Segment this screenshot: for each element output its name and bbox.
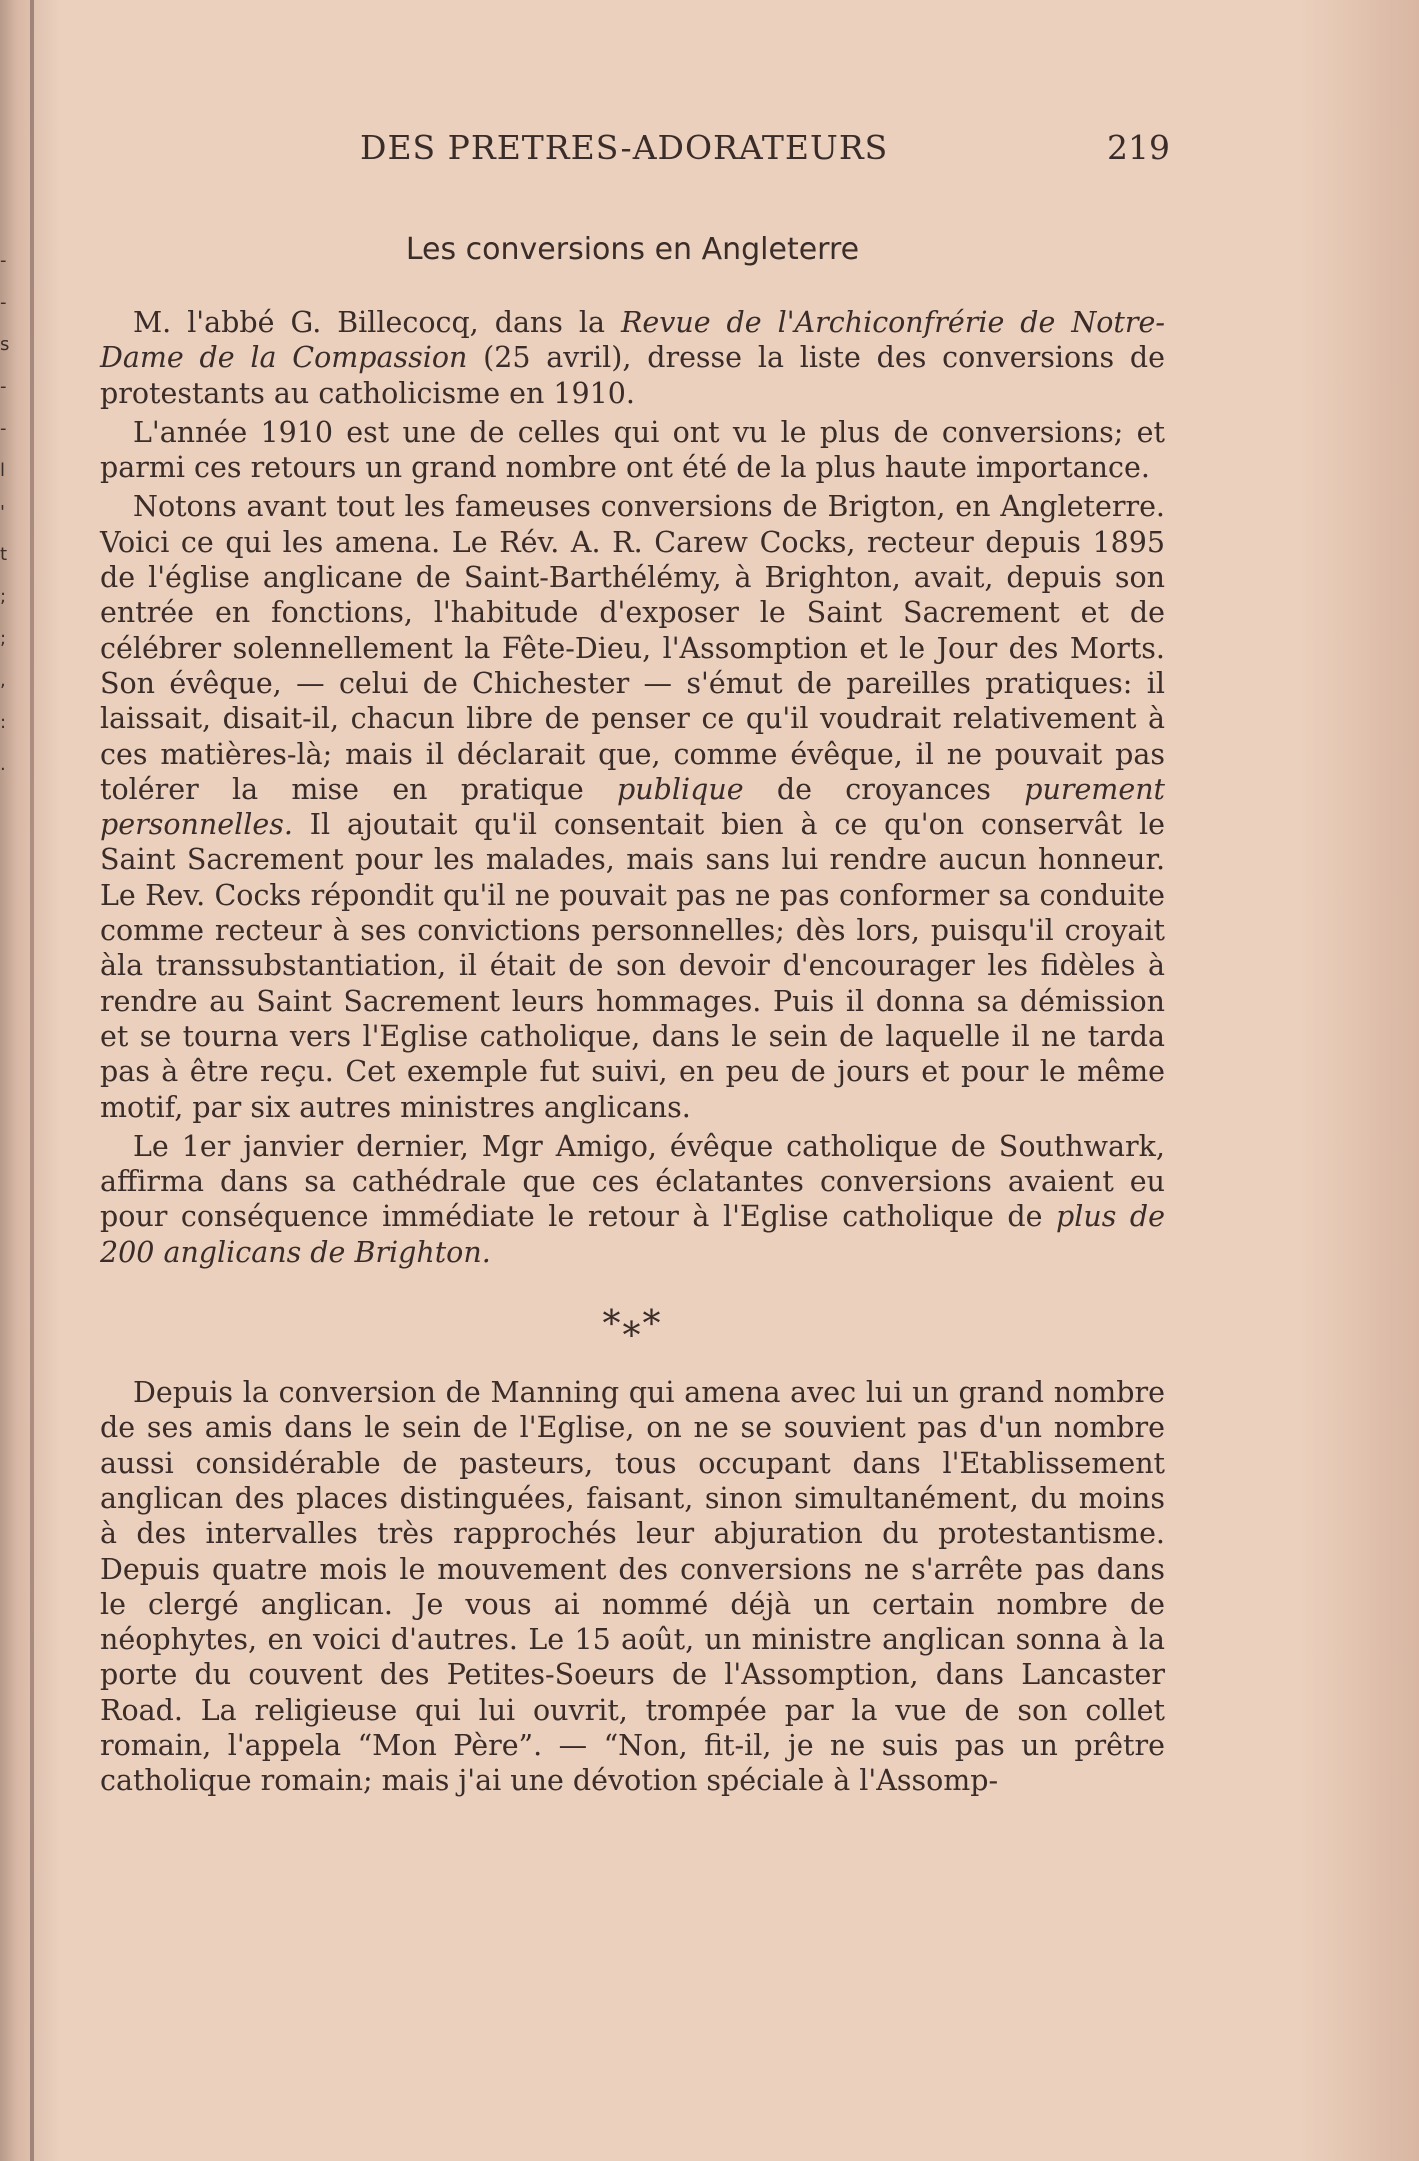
text-run: Notons avant tout les fameuses conversions de Brigton, en Angleterre. Voici ce qui les amena. Le Rév. A. R. Carew Cocks, recteur depuis 1895 de l'église anglicane de Saint-Barthélémy, à Brighton, avait, depuis son entrée en fonctions, l'habitude d'exposer le Saint Sacrement et de célébrer solennellement la Fête-Dieu, l'Assomption et le Jour des Morts. Son évêque, — celui de Chichester — s'émut de pareilles pratiques: il laissait, disait-il, chacun libre de penser ce qu'il voudrait relativement à ces matières-là; mais il déclarait que, comme évêque, il ne pouvait pas tolérer la mise en pratique xyxy=(100,490,1165,806)
running-title: DES PRETRES-ADORATEURS xyxy=(360,128,889,167)
text-run: Il ajoutait qu'il consentait bien à ce qu'on conservât le Saint Sacrement pour les malades, mais sans lui rendre aucun honneur. Le Rev. Cocks répondit qu'il ne pouvait pas ne pas conformer sa conduite comme recteur à ses convictions personnelles; dès lors, puisqu'il croyait àla transsubstantiation, il était de son devoir d'encourager les fidèles à rendre au Saint Sacrement leurs hommages. Puis il donna sa démission et se tourna vers l'Eglise catholique, dans le sein de laquelle il ne tarda pas à être reçu. Cet exemple fut suivi, en peu de jours et pour le même motif, par six autres ministres anglicans. xyxy=(100,808,1165,1124)
italic-run: publique xyxy=(617,772,744,806)
main-text xyxy=(100,232,1165,1799)
paragraph-2: L'année 1910 est une de celles qui ont vu le plus de conversions; et parmi ces retours un grand nombre ont été de la plus haute importance. xyxy=(100,415,1165,485)
paragraph-4 xyxy=(100,1129,1165,1270)
margin-mark: . xyxy=(0,754,6,775)
section-separator-asterisks: *⁎* xyxy=(602,1304,663,1346)
margin-mark: t xyxy=(0,544,8,565)
italic-run: Revue de l'Archiconfrérie de Notre-Dame de la Compassion xyxy=(100,306,1165,375)
paragraph-5: Depuis la conversion de Manning qui amena avec lui un grand nombre de ses amis dans le sein de l'Eglise, on ne se souvient pas d'un nombre aussi considérable de pasteurs, tous occupant dans l'Etablissement anglican des places distinguées, faisant, sinon simultanément, du moins à des intervalles très rapprochés leur abjuration du protestantisme. Depuis quatre mois le mouvement des conversions ne s'arrête pas dans le clergé anglican. Je vous ai nommé déjà un certain nombre de néophytes, en voici d'autres. Le 15 août, un ministre anglican sonna à la porte du couvent des Petites-Soeurs de l'Assomption, dans Lancaster Road. La religieuse qui lui ouvrit, trompée par la vue de son collet romain, l'appela “Mon Père”. — “Non, fit-il, je ne suis pas un prêtre catholique romain; mais j'ai une dévotion spéciale à l'Assomp- xyxy=(100,1376,1165,1798)
margin-mark: l xyxy=(0,460,6,481)
text-run: Le 1er janvier dernier, Mgr Amigo, évêque catholique de Southwark, affirma dans sa cathédrale que ces éclatantes conversions avaient eu pour conséquence immédiate le retour à l'Eglise catholique de xyxy=(100,1129,1165,1234)
margin-mark: - xyxy=(0,376,7,397)
paragraph-3 xyxy=(100,489,1165,1124)
binding-gutter xyxy=(30,0,34,2161)
margin-mark: ; xyxy=(0,586,7,607)
left-margin-marks xyxy=(0,250,20,796)
margin-mark: - xyxy=(0,250,7,271)
margin-mark: , xyxy=(0,670,6,691)
italic-run: plus de 200 anglicans de Brighton. xyxy=(100,1200,1165,1269)
paragraph-1 xyxy=(100,305,1165,411)
text-run: M. l'abbé G. Billecocq, dans la xyxy=(133,306,621,339)
section-title: Les conversions en Angleterre xyxy=(405,232,860,267)
margin-mark: ' xyxy=(0,502,5,523)
margin-mark: ; xyxy=(0,628,7,649)
text-run: de croyances xyxy=(743,772,1025,806)
margin-mark: - xyxy=(0,418,7,439)
page-number: 219 xyxy=(1107,128,1170,167)
running-head xyxy=(100,128,1170,168)
margin-mark: : xyxy=(0,712,7,733)
italic-run: purement personnelles. xyxy=(100,772,1166,842)
text-run: (25 avril), dresse la liste des conversions de protestants au catholicisme en 1910. xyxy=(100,341,1165,410)
margin-mark: - xyxy=(0,292,7,313)
margin-mark: s xyxy=(0,334,10,355)
